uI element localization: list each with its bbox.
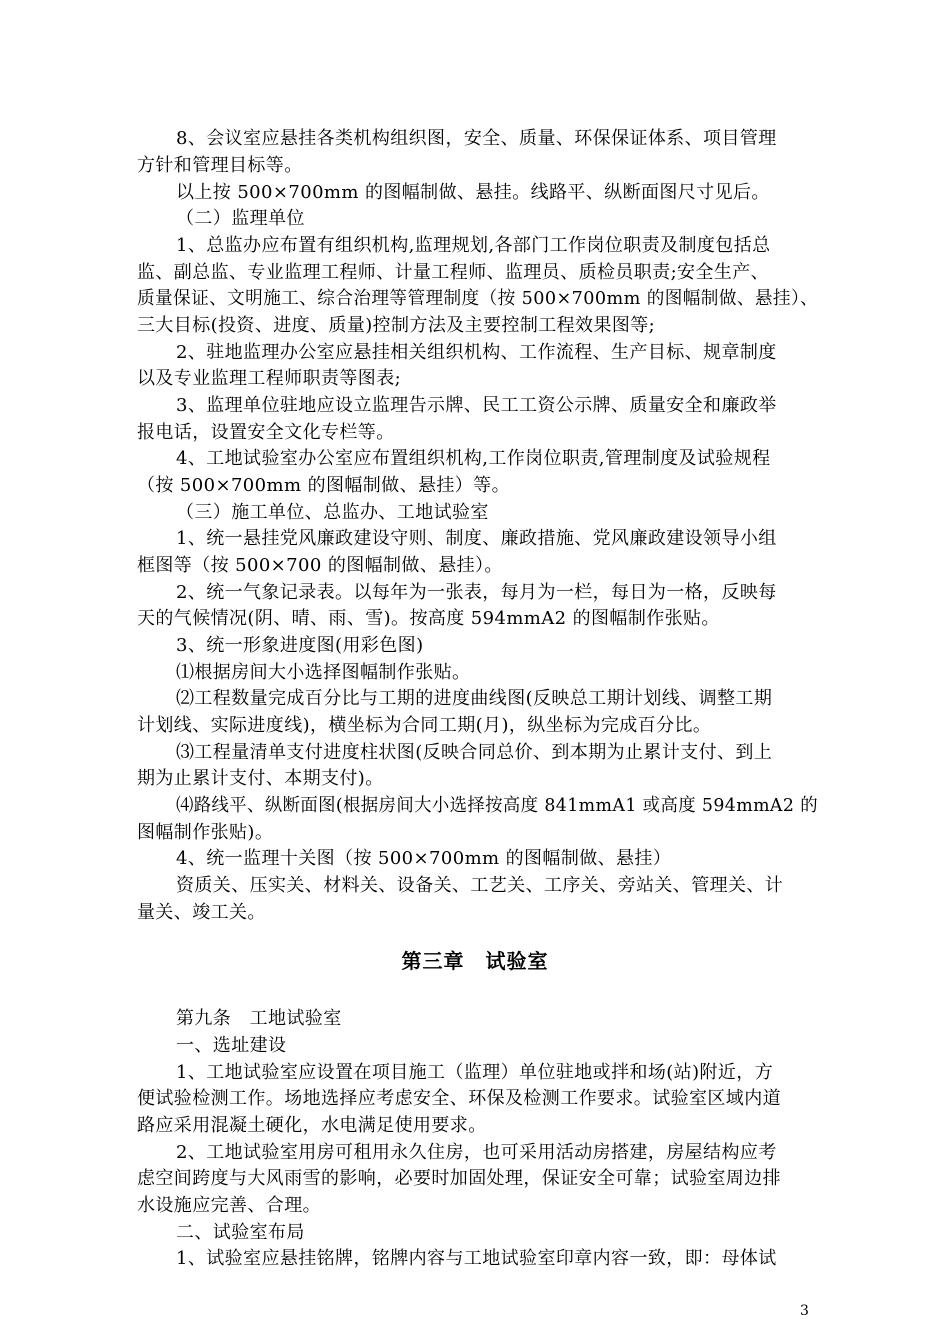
paragraph-line: 2、统一气象记录表。以每年为一张表，每月为一栏，每日为一格，反映每 [176,582,777,603]
section-heading: （二）监理单位 [176,208,305,229]
paragraph-line: 4、统一监理十关图（按 500×700mm 的图幅制做、悬挂） [176,848,672,869]
section-heading: 一、选址建设 [176,1035,287,1056]
paragraph-line: 1、统一悬挂党风廉政建设守则、制度、廉政措施、党风廉政建设领导小组 [176,528,777,549]
paragraph-line: 便试验检测工作。场地选择应考虑安全、环保及检测工作要求。试验室区域内道 [137,1088,781,1109]
paragraph-line: 质量保证、文明施工、综合治理等管理制度（按 500×700mm 的图幅制做、悬挂）、 [137,288,819,309]
section-heading: （三）施工单位、总监办、工地试验室 [176,502,489,523]
paragraph-line: 8、会议室应悬挂各类机构组织图，安全、质量、环保保证体系、项目管理 [176,128,777,149]
paragraph-line: 量关、竣工关。 [137,902,266,923]
paragraph-line: 期为止累计支付、本期支付)。 [137,768,384,789]
paragraph-line: 资质关、压实关、材料关、设备关、工艺关、工序关、旁站关、管理关、计 [176,875,784,896]
paragraph-line: 虑空间跨度与大风雨雪的影响，必要时加固处理，保证安全可靠；试验室周边排 [137,1168,781,1189]
paragraph-line: 2、驻地监理办公室应悬挂相关组织机构、工作流程、生产目标、规章制度 [176,342,777,363]
paragraph-line: 框图等（按 500×700 的图幅制做、悬挂）。 [137,555,503,576]
paragraph-line: 3、监理单位驻地应设立监理告示牌、民工工资公示牌、质量安全和廉政举 [176,395,777,416]
paragraph-line: 路应采用混凝土硬化，水电满足使用要求。 [137,1115,487,1136]
paragraph-line: 以及专业监理工程师职责等图表; [137,368,402,389]
paragraph-line: 1、工地试验室应设置在项目施工（监理）单位驻地或拌和场(站)附近，方 [176,1062,774,1083]
paragraph-line: （按 500×700mm 的图幅制做、悬挂）等。 [137,475,510,496]
paragraph-line: 天的气候情况(阴、晴、雨、雪)。按高度 594mmA2 的图幅制作张贴。 [137,608,720,629]
paragraph-line: 监、副总监、专业监理工程师、计量工程师、监理员、质检员职责;安全生产、 [137,262,770,283]
paragraph-line: 1、总监办应布置有组织机构,监理规划,各部门工作岗位职责及制度包括总 [176,235,771,256]
paragraph-line: 1、试验室应悬挂铭牌，铭牌内容与工地试验室印章内容一致，即：母体试 [176,1248,777,1269]
article-heading: 第九条 工地试验室 [176,1008,342,1029]
chapter-heading: 第三章 试验室 [401,949,549,973]
paragraph-line: ⑵工程数量完成百分比与工期的进度曲线图(反映总工期计划线、调整工期 [176,688,773,709]
paragraph-line: 3、统一形象进度图(用彩色图) [176,635,424,656]
paragraph-line: 方针和管理目标等。 [137,155,303,176]
paragraph-line: 水设施应完善、合理。 [137,1195,321,1216]
paragraph-line: 4、工地试验室办公室应布置组织机构,工作岗位职责,管理制度及试验规程 [176,448,771,469]
paragraph-line: 计划线、实际进度线)，横坐标为合同工期(月)，纵坐标为完成百分比。 [137,715,712,736]
paragraph-line: ⑷路线平、纵断面图(根据房间大小选择按高度 841mmA1 或高度 594mmA2 的 [176,795,818,816]
paragraph-line: 以上按 500×700mm 的图幅制做、悬挂。线路平、纵断面图尺寸见后。 [176,182,770,203]
paragraph-line: 图幅制作张贴)。 [137,822,274,843]
paragraph-line: ⑴根据房间大小选择图幅制作张贴。 [176,662,471,683]
paragraph-line: 三大目标(投资、进度、质量)控制方法及主要控制工程效果图等; [137,315,656,336]
paragraph-line: 2、工地试验室用房可租用永久住房，也可采用活动房搭建，房屋结构应考 [176,1142,777,1163]
section-heading: 二、试验室布局 [176,1222,305,1243]
page-number: 3 [800,1303,809,1319]
paragraph-line: 报电话，设置安全文化专栏等。 [137,422,395,443]
paragraph-line: ⑶工程量清单支付进度柱状图(反映合同总价、到本期为止累计支付、到上 [176,742,773,763]
